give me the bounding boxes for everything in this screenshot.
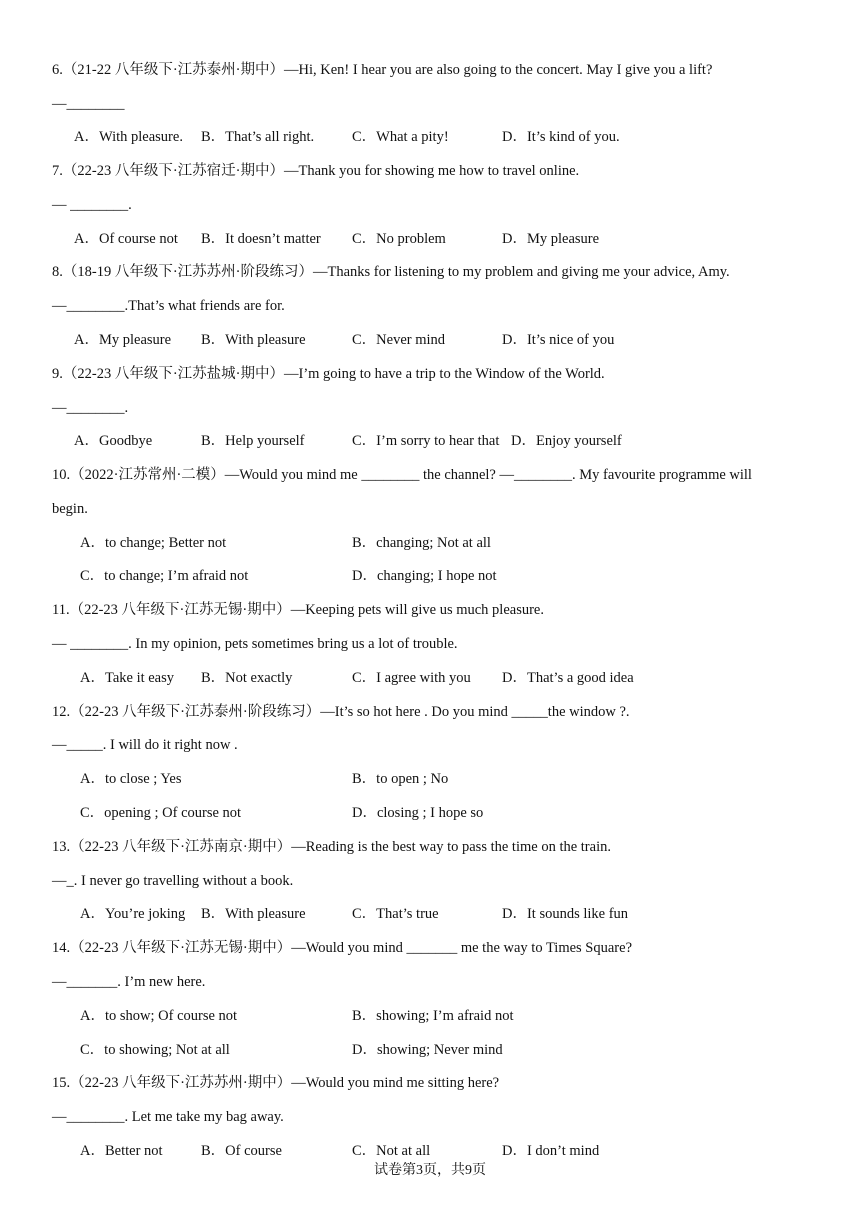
question-7-option-b: B．It doesn’t matter — [201, 231, 321, 247]
question-8-option-b: B．With pleasure — [201, 332, 306, 348]
question-11-stem: 11.（22-23 八年级下·江苏无锡·期中）—Keeping pets will give us much pleasure. — [52, 602, 544, 618]
question-13-stem: 13.（22-23 八年级下·江苏南京·期中）—Reading is the best way to pass the time on the train. — [52, 839, 611, 855]
question-15-option-a: A．Better not — [80, 1143, 163, 1159]
question-12-option-a: A．to close ; Yes — [80, 771, 182, 787]
question-8-option-a: A．My pleasure — [74, 332, 172, 348]
question-15-stem: 15.（22-23 八年级下·江苏苏州·期中）—Would you mind me sitting here? — [52, 1075, 500, 1091]
question-7-option-c: C．No problem — [352, 231, 446, 247]
question-7-option-d: D．My pleasure — [502, 231, 600, 247]
question-11-option-b: B．Not exactly — [201, 670, 293, 686]
question-6-option-b: B．That’s all right. — [201, 129, 315, 145]
question-9-option-a: A．Goodbye — [74, 433, 153, 449]
question-6-option-d: D．It’s kind of you. — [502, 129, 620, 145]
question-12-option-c: C．opening ; Of course not — [80, 805, 242, 821]
question-13-answer-line: —_. I never go travelling without a book. — [52, 873, 294, 889]
question-14-option-a: A．to show; Of course not — [80, 1008, 238, 1024]
question-8-stem: 8.（18-19 八年级下·江苏苏州·阶段练习）—Thanks for listening to my problem and giving me your advice, Amy. — [52, 264, 730, 280]
question-13-option-c: C．That’s true — [352, 906, 439, 922]
question-12-option-d: D．closing ; I hope so — [352, 805, 484, 821]
question-10-option-b: B．changing; Not at all — [352, 535, 491, 551]
question-14-stem: 14.（22-23 八年级下·江苏无锡·期中）—Would you mind _______ me the way to Times Square? — [52, 940, 633, 956]
question-12-option-b: B．to open ; No — [352, 771, 449, 787]
question-7-answer-line: — ________. — [52, 197, 132, 213]
question-9-answer-line: —________. — [52, 400, 129, 416]
question-13-option-d: D．It sounds like fun — [502, 906, 629, 922]
page-footer: 试卷第3页，共9页 — [374, 1163, 486, 1178]
question-10-option-d: D．changing; I hope not — [352, 568, 497, 584]
question-14-option-d: D．showing; Never mind — [352, 1042, 503, 1058]
question-12-stem: 12.（22-23 八年级下·江苏泰州·阶段练习）—It’s so hot here . Do you mind _____the window ?. — [52, 704, 630, 720]
question-6-answer-line: —________ — [52, 96, 125, 112]
question-10-stem: 10.（2022·江苏常州·二模）—Would you mind me ________ the channel? —________. My favourite programme will — [52, 467, 752, 483]
question-11-answer-line: — ________. In my opinion, pets sometimes bring us a lot of trouble. — [52, 636, 458, 652]
question-10-option-a: A．to change; Better not — [80, 535, 227, 551]
question-10-option-c: C．to change; I’m afraid not — [80, 568, 249, 584]
question-15-option-b: B．Of course — [201, 1143, 282, 1159]
question-6-option-c: C．What a pity! — [352, 129, 449, 145]
question-7-option-a: A．Of course not — [74, 231, 178, 247]
question-12-answer-line: —_____. I will do it right now . — [52, 737, 238, 753]
question-6-stem: 6.（21-22 八年级下·江苏泰州·期中）—Hi, Ken! I hear you are also going to the concert. May I give you a lift? — [52, 62, 713, 78]
question-9-option-c: C．I’m sorry to hear that — [352, 433, 500, 449]
question-10-stem-continued: begin. — [52, 501, 88, 517]
question-14-option-c: C．to showing; Not at all — [80, 1042, 230, 1058]
question-15-option-d: D．I don’t mind — [502, 1143, 600, 1159]
question-6-option-a: A．With pleasure. — [74, 129, 183, 145]
question-13-option-a: A．You’re joking — [80, 906, 186, 922]
question-7-stem: 7.（22-23 八年级下·江苏宿迁·期中）—Thank you for showing me how to travel online. — [52, 163, 580, 179]
question-8-answer-line: —________.That’s what friends are for. — [52, 298, 285, 314]
question-13-option-b: B．With pleasure — [201, 906, 306, 922]
question-9-stem: 9.（22-23 八年级下·江苏盐城·期中）—I’m going to have a trip to the Window of the World. — [52, 366, 605, 382]
question-11-option-a: A．Take it easy — [80, 670, 175, 686]
question-15-option-c: C．Not at all — [352, 1143, 431, 1159]
question-15-answer-line: —________. Let me take my bag away. — [52, 1109, 284, 1125]
question-8-option-d: D．It’s nice of you — [502, 332, 615, 348]
question-8-option-c: C．Never mind — [352, 332, 446, 348]
question-11-option-c: C．I agree with you — [352, 670, 471, 686]
question-9-option-b: B．Help yourself — [201, 433, 305, 449]
question-14-answer-line: —_______. I’m new here. — [52, 974, 206, 990]
question-14-option-b: B．showing; I’m afraid not — [352, 1008, 514, 1024]
question-11-option-d: D．That’s a good idea — [502, 670, 634, 686]
question-9-option-d: D．Enjoy yourself — [511, 433, 622, 449]
